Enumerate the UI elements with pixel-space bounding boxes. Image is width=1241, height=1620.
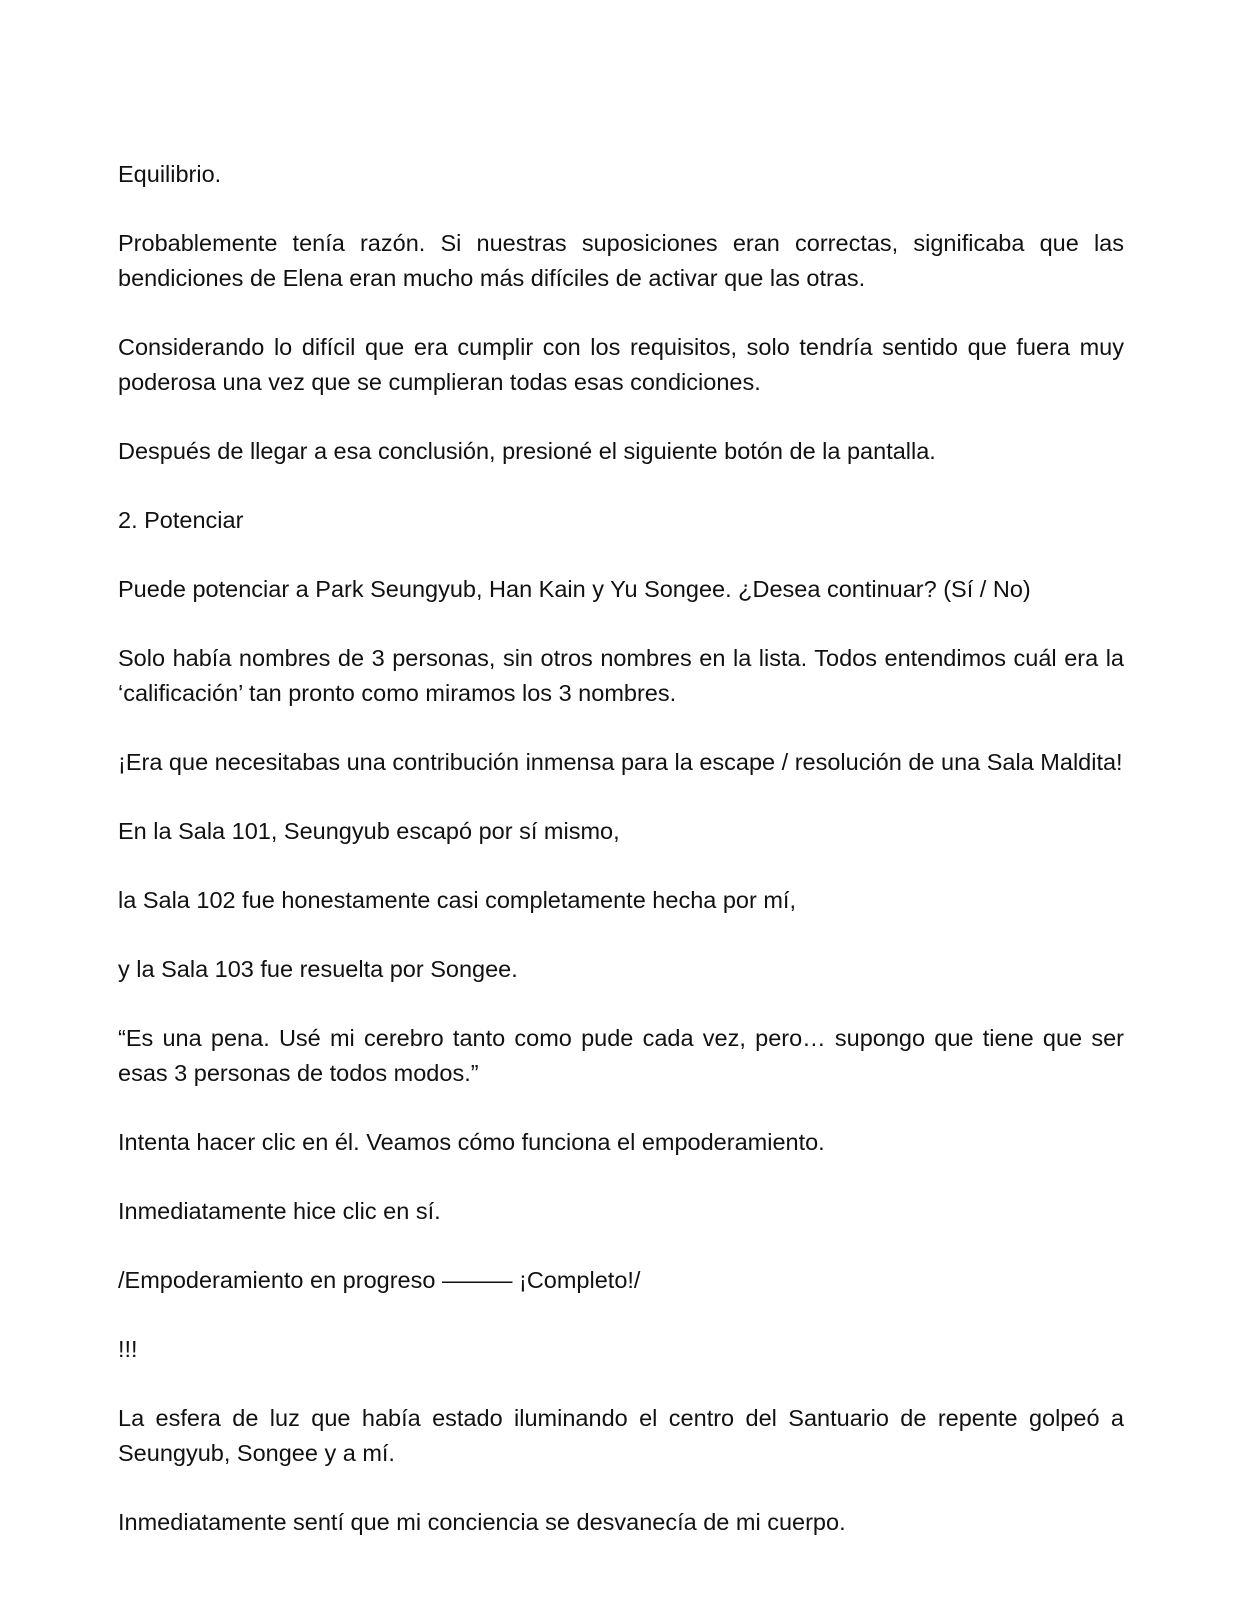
paragraph-13: Intenta hacer clic en él. Veamos cómo funciona el empoderamiento. xyxy=(118,1129,825,1155)
paragraph-6: Puede potenciar a Park Seungyub, Han Kain y Yu Songee. ¿Desea continuar? (Sí / No) xyxy=(118,576,1031,602)
paragraph-18: Inmediatamente sentí que mi conciencia se desvanecía de mi cuerpo. xyxy=(118,1509,846,1535)
paragraph-14: Inmediatamente hice clic en sí. xyxy=(118,1198,441,1224)
paragraph-10: la Sala 102 fue honestamente casi completamente hecha por mí, xyxy=(118,887,796,913)
paragraph-16: !!! xyxy=(118,1336,138,1362)
paragraph-11: y la Sala 103 fue resuelta por Songee. xyxy=(118,956,518,982)
paragraph-5: 2. Potenciar xyxy=(118,507,244,533)
paragraph-12: “Es una pena. Usé mi cerebro tanto como pude cada vez, pero… supongo que tiene que ser esas 3 personas de todos modos.” xyxy=(118,1025,1124,1086)
paragraph-9: En la Sala 101, Seungyub escapó por sí mismo, xyxy=(118,818,620,844)
paragraph-17: La esfera de luz que había estado iluminando el centro del Santuario de repente golpeó a Seungyub, Songee y a mí. xyxy=(118,1405,1124,1466)
paragraph-4: Después de llegar a esa conclusión, presioné el siguiente botón de la pantalla. xyxy=(118,438,936,464)
document-body xyxy=(118,157,1124,1574)
paragraph-7: Solo había nombres de 3 personas, sin otros nombres en la lista. Todos entendimos cuál era la ‘calificación’ tan pronto como miramos los 3 nombres. xyxy=(118,645,1124,706)
paragraph-3: Considerando lo difícil que era cumplir con los requisitos, solo tendría sentido que fuera muy poderosa una vez que se cumplieran todas esas condiciones. xyxy=(118,334,1124,395)
paragraph-8: ¡Era que necesitabas una contribución inmensa para la escape / resolución de una Sala Maldita! xyxy=(118,749,1123,775)
paragraph-1: Equilibrio. xyxy=(118,161,222,187)
paragraph-15: /Empoderamiento en progreso ——— ¡Completo!/ xyxy=(118,1267,641,1293)
paragraph-2: Probablemente tenía razón. Si nuestras suposiciones eran correctas, significaba que las bendiciones de Elena eran mucho más difíciles de activar que las otras. xyxy=(118,230,1124,291)
